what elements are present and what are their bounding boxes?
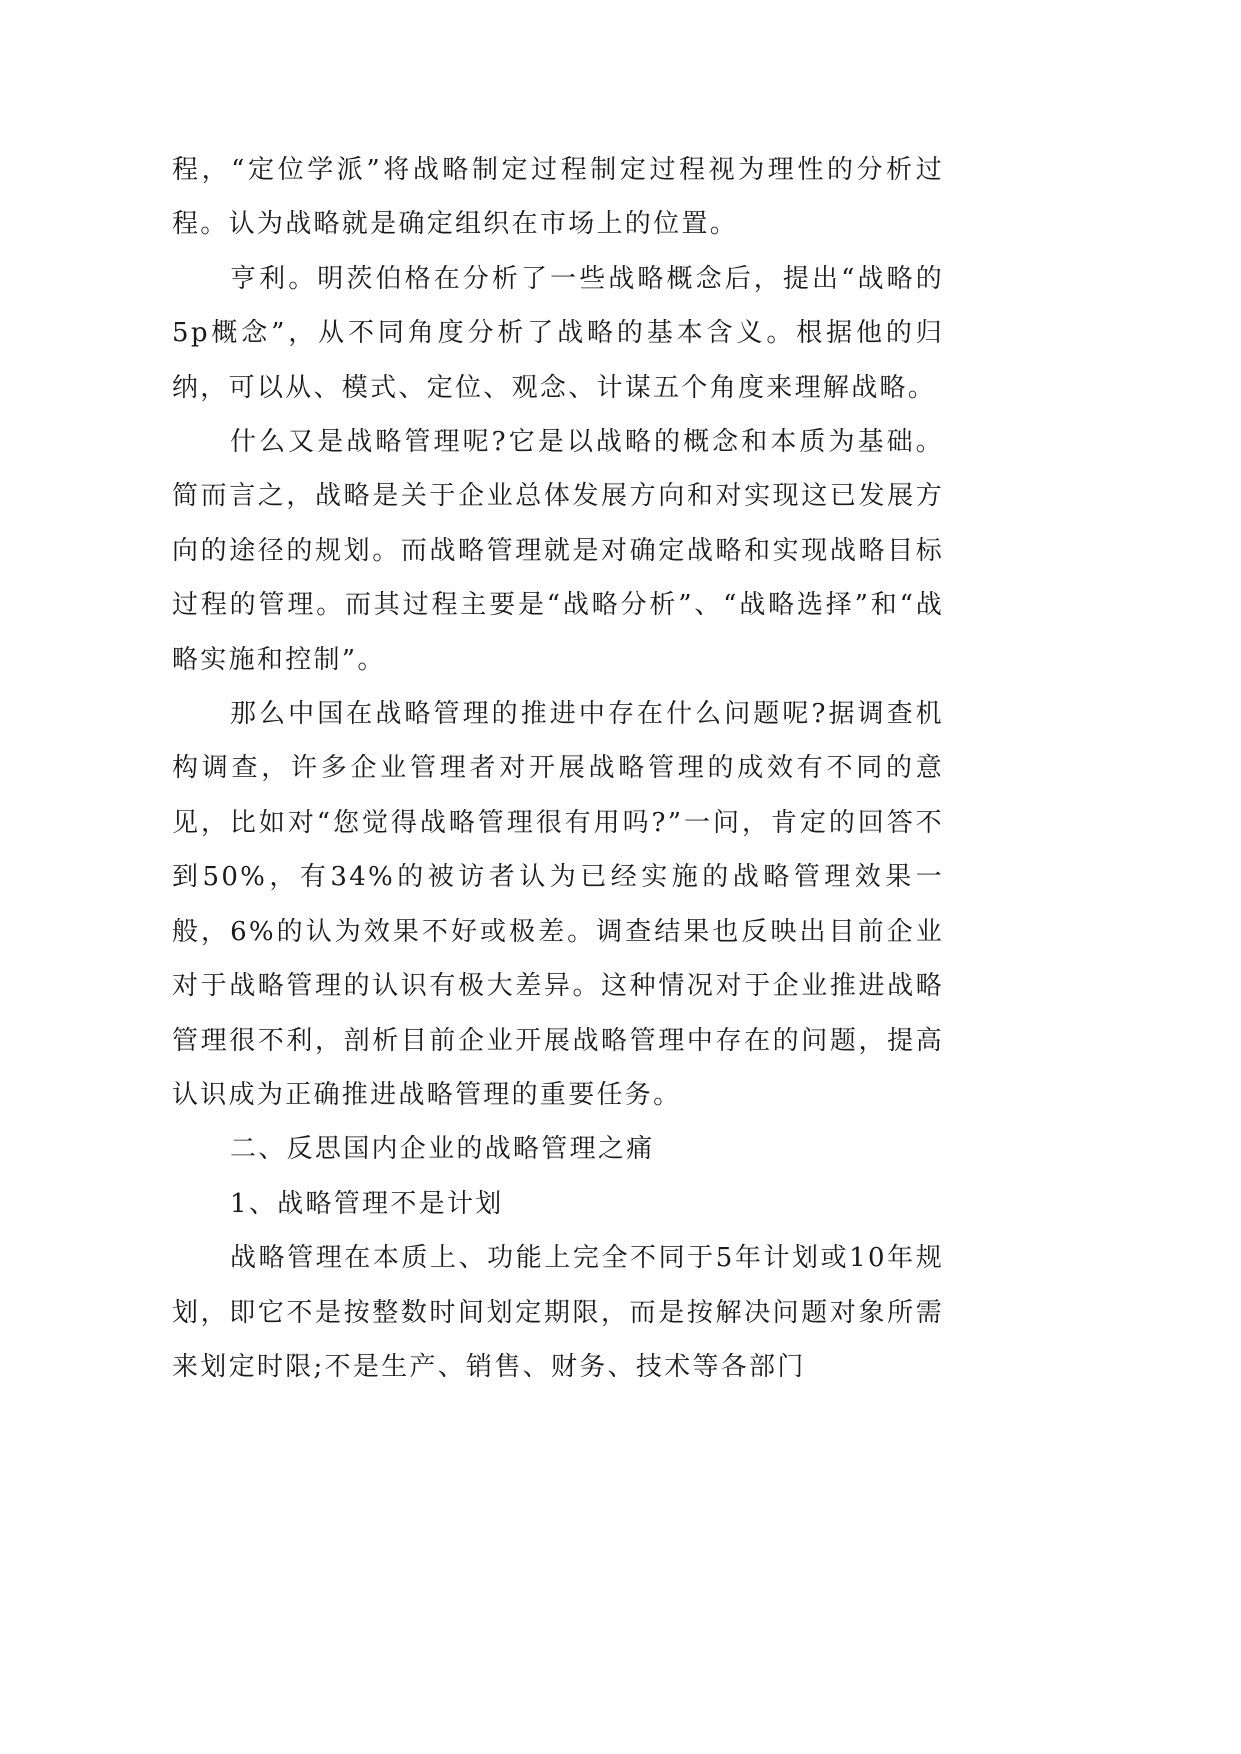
- subsection-heading-not-planning: 1、战略管理不是计划: [230, 1188, 504, 1219]
- document-body: [172, 143, 944, 1394]
- paragraph-positioning-school: 程，“定位学派”将战略制定过程制定过程视为理性的分析过程。认为战略就是确定组织在市场上的位置。: [172, 155, 944, 240]
- paragraph-what-is-strategic-management: 什么又是战略管理呢?它是以战略的概念和本质为基础。简而言之，战略是关于企业总体发展方向和对实现这已发展方向的途径的规划。而战略管理就是对确定战略和实现战略目标过程的管理。而其过程主要是“战略分析”、“战略选择”和“战略实施和控制”。: [172, 427, 944, 675]
- paragraph-not-planning-body: 战略管理在本质上、功能上完全不同于5年计划或10年规划，即它不是按整数时间划定期限，而是按解决问题对象所需来划定时限;不是生产、销售、财务、技术等各部门: [172, 1243, 944, 1382]
- paragraph-mintzberg-5p: 亨利。明茨伯格在分析了一些战略概念后，提出“战略的5p概念”，从不同角度分析了战略的基本含义。根据他的归纳，可以从、模式、定位、观念、计谋五个角度来理解战略。: [172, 263, 944, 403]
- paragraph-survey-problems: 那么中国在战略管理的推进中存在什么问题呢?据调查机构调查，许多企业管理者对开展战略管理的成效有不同的意见，比如对“您觉得战略管理很有用吗?”一问，肯定的回答不到50%，有34%的被访者认为已经实施的战略管理效果一般，6%的认为效果不好或极差。调查结果也反映出目前企业对于战略管理的认识有极大差异。这种情况对于企业推进战略管理很不利，剖析目前企业开展战略管理中存在的问题，提高认识成为正确推进战略管理的重要任务。: [172, 699, 944, 1110]
- section-heading-reflection: 二、反思国内企业的战略管理之痛: [230, 1134, 655, 1165]
